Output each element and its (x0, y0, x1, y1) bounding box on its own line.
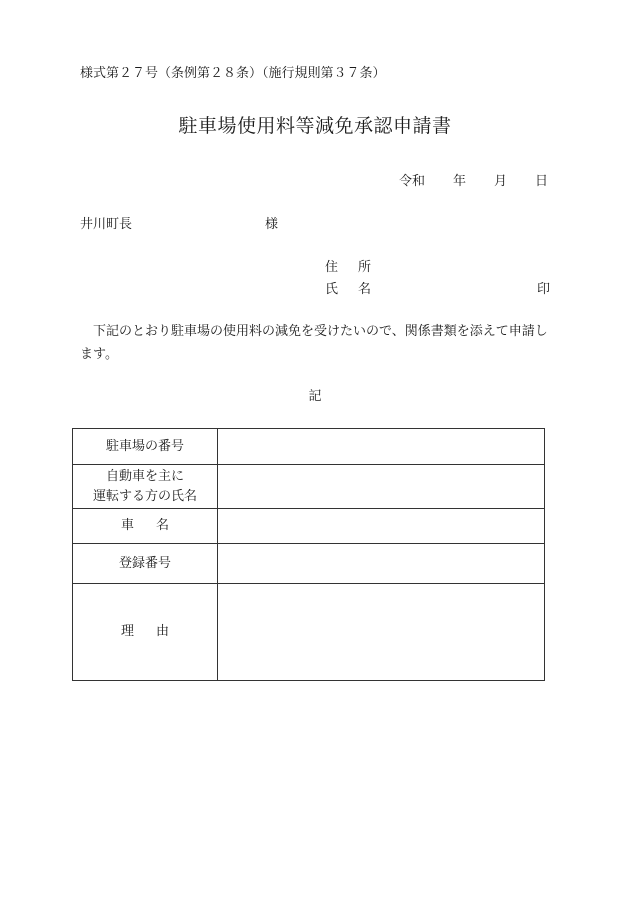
table-row (73, 465, 545, 509)
driver-name-field[interactable] (218, 465, 545, 509)
form-number: 様式第２７号（条例第２８条）（施行規則第３７条） (80, 66, 386, 81)
registration-number-label: 登録番号 (73, 544, 218, 584)
parking-number-label: 駐車場の番号 (73, 429, 218, 465)
addressee: 井川町長 (80, 217, 133, 232)
seal-mark: 印 (537, 282, 551, 297)
date-month: 月 (493, 174, 507, 189)
table-row (73, 544, 545, 584)
driver-name-label (73, 465, 218, 509)
reason-field[interactable] (218, 584, 545, 681)
reason-label: 理由 (120, 624, 191, 639)
table-row (73, 429, 545, 465)
car-name-label: 車名 (120, 518, 191, 533)
address-label: 住所 (325, 260, 392, 275)
body-text: 下記のとおり駐車場の使用料の減免を受けたいので、関係書類を添えて申請します。 (80, 324, 548, 362)
date-era: 令和 (398, 174, 425, 189)
parking-number-field[interactable] (218, 429, 545, 465)
ki-heading: 記 (308, 389, 322, 404)
driver-label-line2: 運転する方の氏名 (92, 488, 197, 504)
application-table (72, 428, 545, 681)
date-day: 日 (534, 174, 548, 189)
document-title: 駐車場使用料等減免承認申請書 (178, 115, 452, 137)
registration-number-field[interactable] (218, 544, 545, 584)
car-name-field[interactable] (218, 509, 545, 544)
name-label: 氏名 (325, 282, 392, 297)
date-year: 年 (452, 174, 466, 189)
table-row (73, 584, 545, 681)
table-row (73, 509, 545, 544)
date-line (399, 175, 548, 188)
driver-label-line1: 自動車を主に (105, 468, 184, 484)
honorific: 様 (265, 217, 279, 232)
